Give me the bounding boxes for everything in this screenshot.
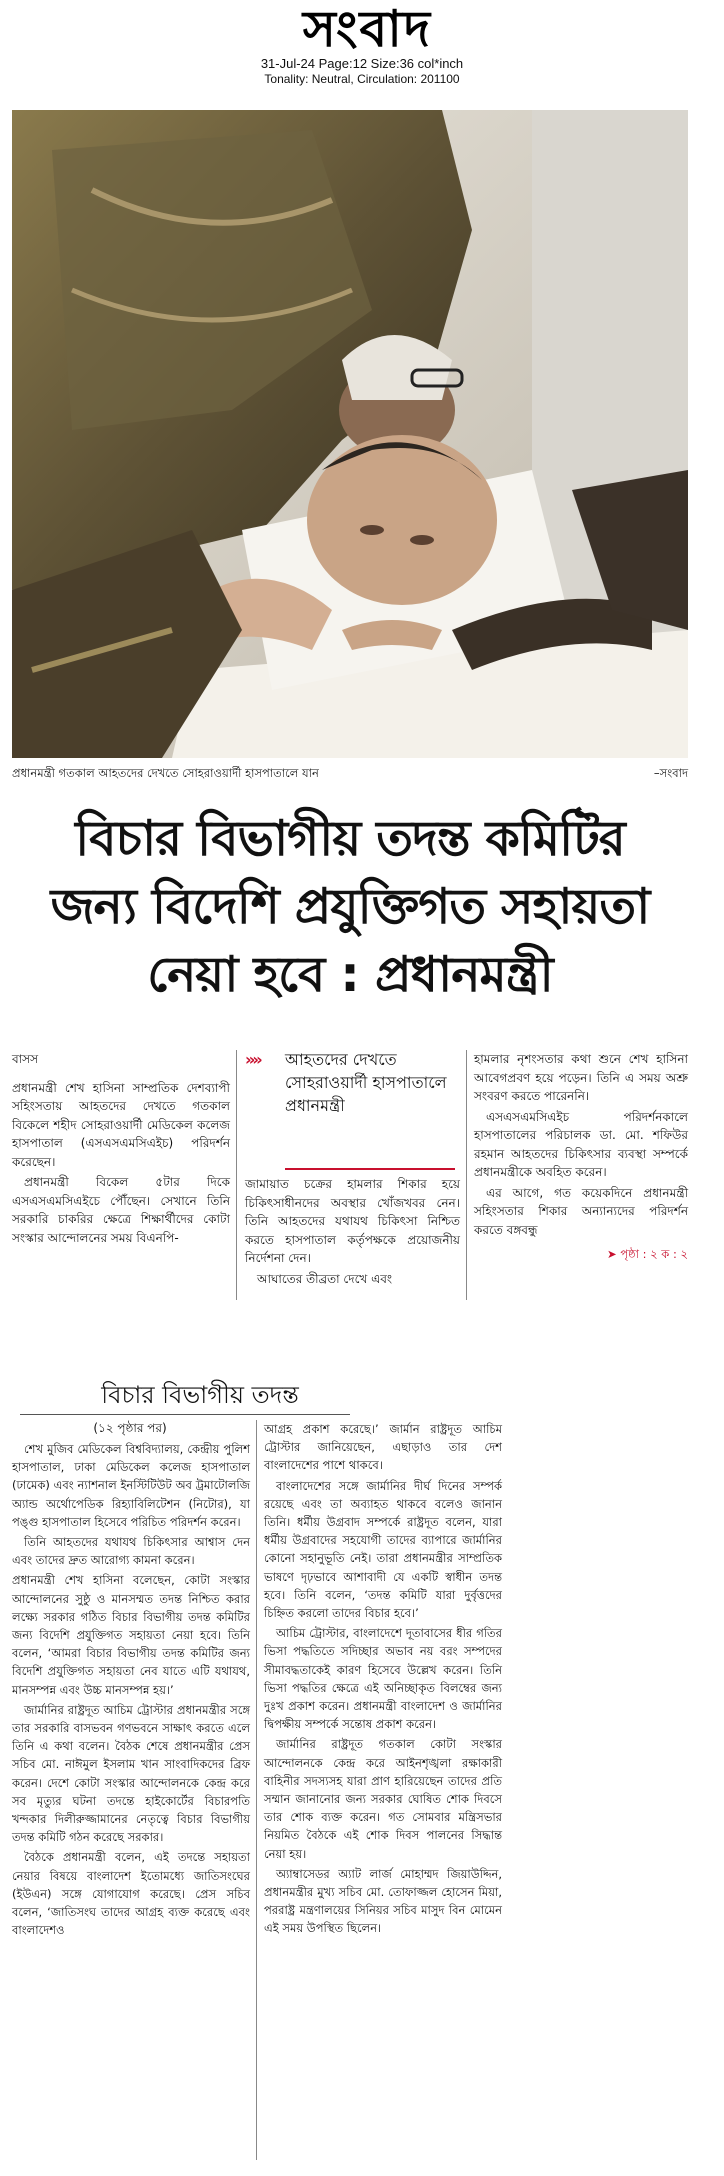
- jump-title: বিচার বিভাগীয় তদন্ত: [101, 1381, 299, 1409]
- paragraph: জামায়াত চক্রের হামলার শিকার হয়ে চিকিৎসাধীনদের অবস্থার খোঁজখবর নেন। তিনি আহতদের যথাযথ চিকিৎসা নিশ্চিত করতে হাসপাতাল কর্তৃপক্ষকে প্রয়োজনীয় নির্দেশনা দেন।: [245, 1177, 460, 1265]
- paragraph: আগ্রহ প্রকাশ করেছে।’ জার্মান রাষ্ট্রদূত আচিম ট্রোস্টার জানিয়েছেন, এছাড়াও তার দেশ বাংলাদেশের পাশে থাকবে।: [264, 1422, 502, 1473]
- headline-line-3: নেয়া হবে : প্রধানমন্ত্রী: [147, 946, 553, 1003]
- jump-from-label: (১২ পৃষ্ঠার পর): [93, 1421, 167, 1435]
- photo-caption: প্রধানমন্ত্রী গতকাল আহতদের দেখতে সোহরাওয়ার্দী হাসপাতালে যান: [12, 766, 319, 780]
- pull-quote-arrows-icon: »»: [245, 1050, 260, 1069]
- paragraph: এসএসএমসিএইচ পরিদর্শনকালে হাসপাতালের পরিচালক ডা. মো. শফিউর রহমান আহতদের চিকিৎসার ব্যবস্থা সম্পর্কে প্রধানমন্ত্রীকে অবহিত করেন।: [474, 1109, 688, 1179]
- paragraph: প্রধানমন্ত্রী শেখ হাসিনা সাম্প্রতিক দেশব্যাপী সহিংসতায় আহতদের দেখতে গতকাল বিকেলে শহীদ সোহরাওয়ার্দী মেডিকেল কলেজ হাসপাতাল (এসএসএমসিএইচ) পরিদর্শন করেছেন।: [12, 1080, 230, 1169]
- story-column-1: [12, 1050, 230, 1249]
- photo-caption-row: [12, 764, 688, 782]
- photo-illustration: [12, 110, 688, 758]
- photo-credit: –সংবাদ: [653, 766, 688, 780]
- continued-on: ➤ পৃষ্ঠা : ২ ক : ২: [607, 1247, 688, 1261]
- paragraph: বাংলাদেশের সঙ্গে জার্মানির দীর্ঘ দিনের সম্পর্ক রয়েছে এবং তা অব্যাহত থাকবে বলেও জানান তিনি। ধর্মীয় উগ্রবাদ সম্পর্কে রাষ্ট্রদূত বলেন, যারা ধর্মীয় উগ্রবাদের সহযোগী তাদের ব্যাপারে জার্মানির কোনো সহানুভূতি নেই। তারা প্রধানমন্ত্রীর সাম্প্রতিক ভাষণে দৃঢ়ভাবে আশাবাদী যে একটি স্বাধীন তদন্ত হবে। তিনি বলেন, ‘তদন্ত কমিটি যারা দুর্বৃত্তদের চিহ্নিত করলো তাদের বিচার হবে।’: [264, 1478, 502, 1621]
- headline-line-2: জন্য বিদেশি প্রযুক্তিগত সহায়তা: [50, 878, 650, 935]
- paragraph: বৈঠকে প্রধানমন্ত্রী বলেন, এই তদন্তে সহায়তা নেয়ার বিষয়ে বাংলাদেশ ইতোমধ্যে জাতিসংঘের (ইউএন) সঙ্গে যোগাযোগ করেছে। প্রেস সচিব বলেন, ‘জাতিসংঘ তাদের আগ্রহ ব্যক্ত করেছে এবং বাংলাদেশও: [12, 1850, 250, 1938]
- jump-title-rule: [20, 1414, 350, 1415]
- clipping-meta-line2: Tonality: Neutral, Circulation: 201100: [264, 72, 460, 86]
- paragraph: আঘাতের তীব্রতা দেখে এবং: [257, 1271, 393, 1286]
- paragraph: প্রধানমন্ত্রী বিকেল ৫টার দিকে এসএসএমসিএইচে পৌঁছেন। সেখানে তিনি সরকারি চাকরির ক্ষেত্রে শিক্ষার্থীদের কোটা সংস্কার আন্দোলনের সময় বিএনপি-: [12, 1175, 230, 1245]
- paragraph: প্রধানমন্ত্রী শেখ হাসিনা বলেছেন, কোটা সংস্কার আন্দোলনের সুষ্ঠু ও মানসম্মত তদন্ত নিশ্চিত করার লক্ষ্যে সরকার গঠিত বিচার বিভাগীয় তদন্ত কমিটির জন্য বিদেশি প্রযুক্তিগত সহায়তা নেয়া হবে। তিনি বলেন, ‘আমরা বিচার বিভাগীয় তদন্ত কমিটির জন্য বিদেশি প্রযুক্তিগত সহায়তা নেব যাতে এটি যথাযথ, মানসম্পন্ন এবং উচ্চ মানসম্পন্ন হয়।’: [12, 1573, 250, 1697]
- column-divider: [466, 1050, 467, 1300]
- masthead: [0, 0, 724, 100]
- paragraph: জার্মানির রাষ্ট্রদূত গতকাল কোটা সংস্কার আন্দোলনকে কেন্দ্র করে আইনশৃঙ্খলা রক্ষাকারী বাহিনীর সদস্যসহ যারা প্রাণ হারিয়েছেন তাদের প্রতি সম্মান জানানোর জন্য সরকার ঘোষিত শোক দিবসে তার শোক ব্যক্ত করেন। গত সোমবার মন্ত্রিসভার নিয়মিত বৈঠকে এই শোক দিবস পালনের সিদ্ধান্ত নেয়া হয়।: [264, 1737, 502, 1861]
- paragraph: আচিম ট্রোস্টার, বাংলাদেশে দূতাবাসের ধীর গতির ভিসা পদ্ধতিতে সদিচ্ছার অভাব নয় বরং সম্পদের সীমাবদ্ধতাকেই কারণ হিসেবে উল্লেখ করেন। তিনি ভিসা পদ্ধতির ক্ষেত্রে এই অনিচ্ছাকৃত বিলম্বের জন্য দুঃখ প্রকাশ করেন। প্রধানমন্ত্রী বাংলাদেশ ও জার্মানির দ্বিপক্ষীয় সম্পর্কে সন্তোষ প্রকাশ করেন।: [264, 1626, 502, 1732]
- paragraph: হামলার নৃশংসতার কথা শুনে শেখ হাসিনা আবেগপ্রবণ হয়ে পড়েন। তিনি এ সময় অশ্রু সংবরণ করতে পারেননি।: [474, 1052, 688, 1103]
- headline: [20, 805, 680, 1009]
- clipping-meta-line1: 31-Jul-24 Page:12 Size:36 col*inch: [260, 56, 464, 71]
- paragraph: জার্মানির রাষ্ট্রদূত আচিম ট্রোস্টার প্রধানমন্ত্রীর সঙ্গে তার সরকারি বাসভবন গণভবনে সাক্ষাৎ করতে এলে তিনি এ কথা বলেন। বৈঠক শেষে প্রধানমন্ত্রীর প্রেস সচিব মো. নাঈমুল ইসলাম খান সাংবাদিকদের ব্রিফ করেন। দেশে কোটা সংস্কার আন্দোলনকে কেন্দ্র করে সব মৃত্যুর ঘটনা তদন্তে হাইকোর্টের বিচারপতি খন্দকার দিলীরুজ্জামানের নেতৃত্বে বিচার বিভাগীয় তদন্ত কমিটি গঠন করেছে সরকার।: [12, 1702, 250, 1845]
- pull-quote-text: আহতদের দেখতে সোহরাওয়ার্দী হাসপাতালে প্রধানমন্ত্রী: [285, 1050, 447, 1115]
- headline-line-1: বিচার বিভাগীয় তদন্ত কমিটির: [75, 810, 625, 867]
- newspaper-logo: সংবাদ: [302, 0, 433, 58]
- paragraph: এর আগে, গত কয়েকদিনে প্রধানমন্ত্রী সহিংসতার শিকার অন্যান্যদের পরিদর্শন করতে বঙ্গবন্ধু: [474, 1185, 688, 1237]
- story-column-3: [474, 1050, 688, 1264]
- jump-column-1: [12, 1440, 250, 1941]
- jump-column-2: [264, 1420, 502, 1940]
- pull-quote-rule: [285, 1168, 455, 1170]
- news-photo: [12, 110, 688, 758]
- column-divider: [236, 1050, 237, 1300]
- story-column-2: [245, 1175, 460, 1290]
- byline: বাসস: [12, 1052, 39, 1066]
- column-divider: [256, 1420, 257, 2160]
- paragraph: তিনি আহতদের যথাযথ চিকিৎসার আশ্বাস দেন এবং তাদের দ্রুত আরোগ্য কামনা করেন।: [12, 1535, 250, 1568]
- paragraph: শেখ মুজিব মেডিকেল বিশ্ববিদ্যালয়, কেন্দ্রীয় পুলিশ হাসপাতাল, ঢাকা মেডিকেল কলেজ হাসপাতাল (ঢামেক) এবং ন্যাশনাল ইনস্টিটিউট অব ট্রমাটোলজি অ্যান্ড অর্থোপেডিক রিহ্যাবিলিটেশন (নিটোর), যা পঙ্গু হাসপাতাল হিসেবে পরিচিত পরিদর্শন করেন।: [12, 1442, 250, 1529]
- paragraph: অ্যাম্বাসেডর অ্যাট লার্জ মোহাম্মদ জিয়াউদ্দিন, প্রধানমন্ত্রীর মুখ্য সচিব মো. তোফাজ্জল হোসেন মিয়া, পররাষ্ট্র মন্ত্রণালয়ের সিনিয়র সচিব মাসুদ বিন মোমেন এই সময় উপস্থিত ছিলেন।: [264, 1866, 502, 1936]
